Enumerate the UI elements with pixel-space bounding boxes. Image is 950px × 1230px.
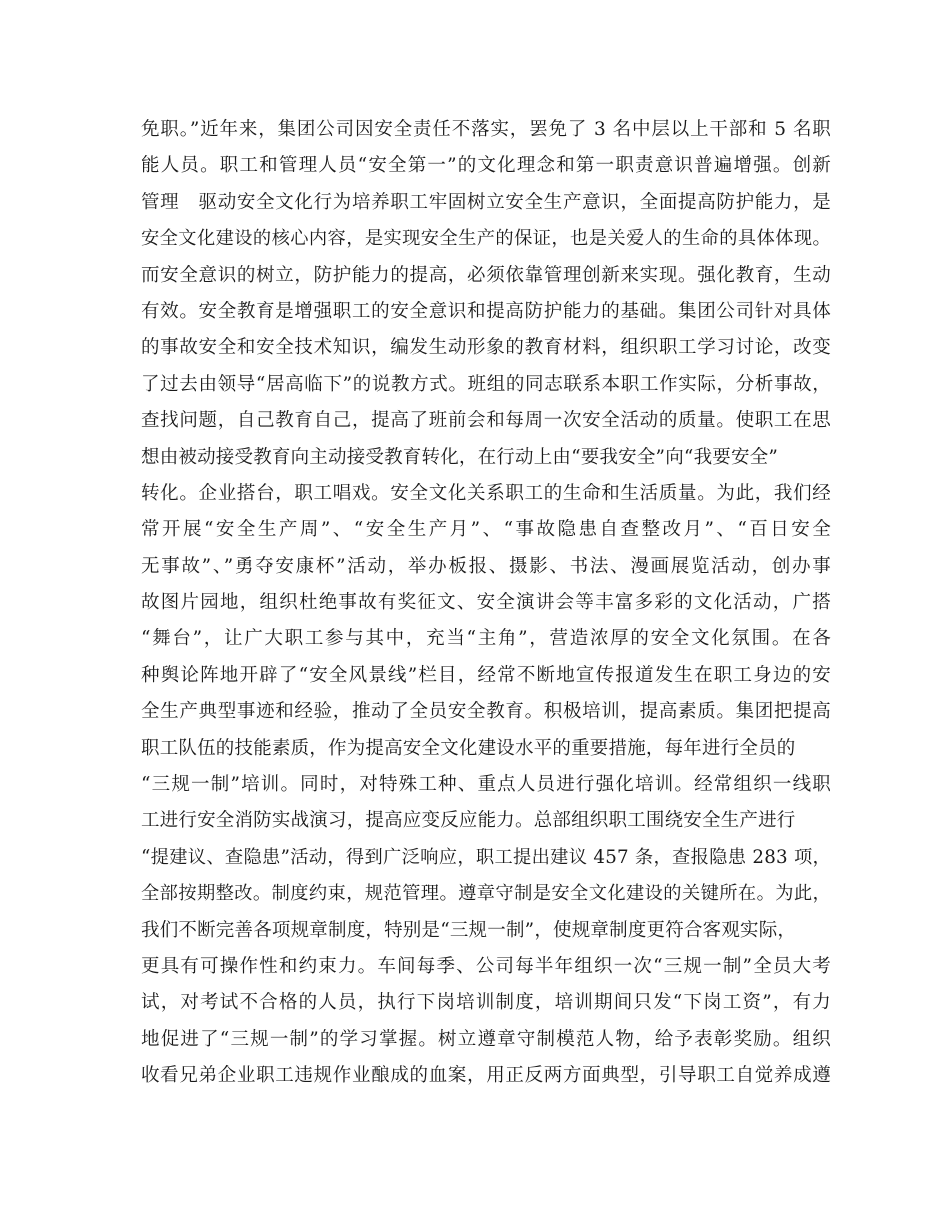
text-line: 全部按期整改。制度约束，规范管理。遵章守制是安全文化建设的关键所在。为此， [141,883,831,905]
text-line: 安全文化建设的核心内容，是实现安全生产的保证，也是关爱人的生命的具体体现。 [141,228,831,250]
text-line: “提建议、查隐患”活动，得到广泛响应，职工提出建议 457 条，查报隐患 283 项， [141,846,831,868]
text-line: 查找问题，自己教育自己，提高了班前会和每周一次安全活动的质量。使职工在思 [141,410,831,432]
text-line: 想由被动接受教育向主动接受教育转化，在行动上由“要我安全”向“我要安全” [141,446,779,468]
text-line: 的事故安全和安全技术知识，编发生动形象的教育材料，组织职工学习讨论，改变 [141,337,831,359]
text-line: 种舆论阵地开辟了“安全风景线”栏目，经常不断地宣传报道发生在职工身边的安 [141,664,831,686]
text-line: 更具有可操作性和约束力。车间每季、公司每半年组织一次“三规一制”全员大考 [141,955,831,977]
text-line: 收看兄弟企业职工违规作业酿成的血案，用正反两方面典型，引导职工自觉养成遵 [141,1065,831,1087]
text-line: 职工队伍的技能素质，作为提高安全文化建设水平的重要措施，每年进行全员的 [141,737,796,759]
text-line: 免职。”近年来，集团公司因安全责任不落实，罢免了 3 名中层以上干部和 5 名职 [141,119,831,140]
text-line: “三规一制”培训。同时，对特殊工种、重点人员进行强化培训。经常组织一线职 [141,774,831,796]
text-line: 无事故”、”勇夺安康杯”活动，举办板报、摄影、书法、漫画展览活动，创办事 [141,555,831,577]
text-line: 而安全意识的树立，防护能力的提高，必须依靠管理创新来实现。强化教育，生动 [141,264,831,286]
text-line: 试，对考试不合格的人员，执行下岗培训制度，培训期间只发“下岗工资”，有力 [141,992,831,1014]
text-line: 工进行安全消防实战演习，提高应变反应能力。总部组织职工围绕安全生产进行 [141,810,796,832]
text-line: 能人员。职工和管理人员“安全第一”的文化理念和第一职责意识普遍增强。创新 [141,155,831,177]
text-line: 管理 驱动安全文化行为培养职工牢固树立安全生产意识，全面提高防护能力，是 [141,191,831,213]
text-line: “舞台”，让广大职工参与其中，充当“主角”，营造浓厚的安全文化氛围。在各 [141,628,831,650]
text-line: 转化。企业搭台，职工唱戏。安全文化关系职工的生命和生活质量。为此，我们经 [141,482,831,504]
text-line: 地促进了“三规一制”的学习掌握。树立遵章守制模范人物，给予表彰奖励。组织 [141,1028,831,1050]
text-line: 故图片园地，组织杜绝事故有奖征文、安全演讲会等丰富多彩的文化活动，广搭 [141,592,831,614]
text-line: 我们不断完善各项规章制度，特别是“三规一制”，使规章制度更符合客观实际， [141,919,797,941]
text-line: 有效。安全教育是增强职工的安全意识和提高防护能力的基础。集团公司针对具体 [141,300,831,322]
text-line: 常开展“安全生产周”、“安全生产月”、“事故隐患自查整改月”、“百日安全 [141,519,831,541]
text-line: 全生产典型事迹和经验，推动了全员安全教育。积极培训，提高素质。集团把提高 [141,701,831,723]
text-line: 了过去由领导“居高临下”的说教方式。班组的同志联系本职工作实际，分析事故， [141,373,831,395]
body-text [141,112,831,1095]
